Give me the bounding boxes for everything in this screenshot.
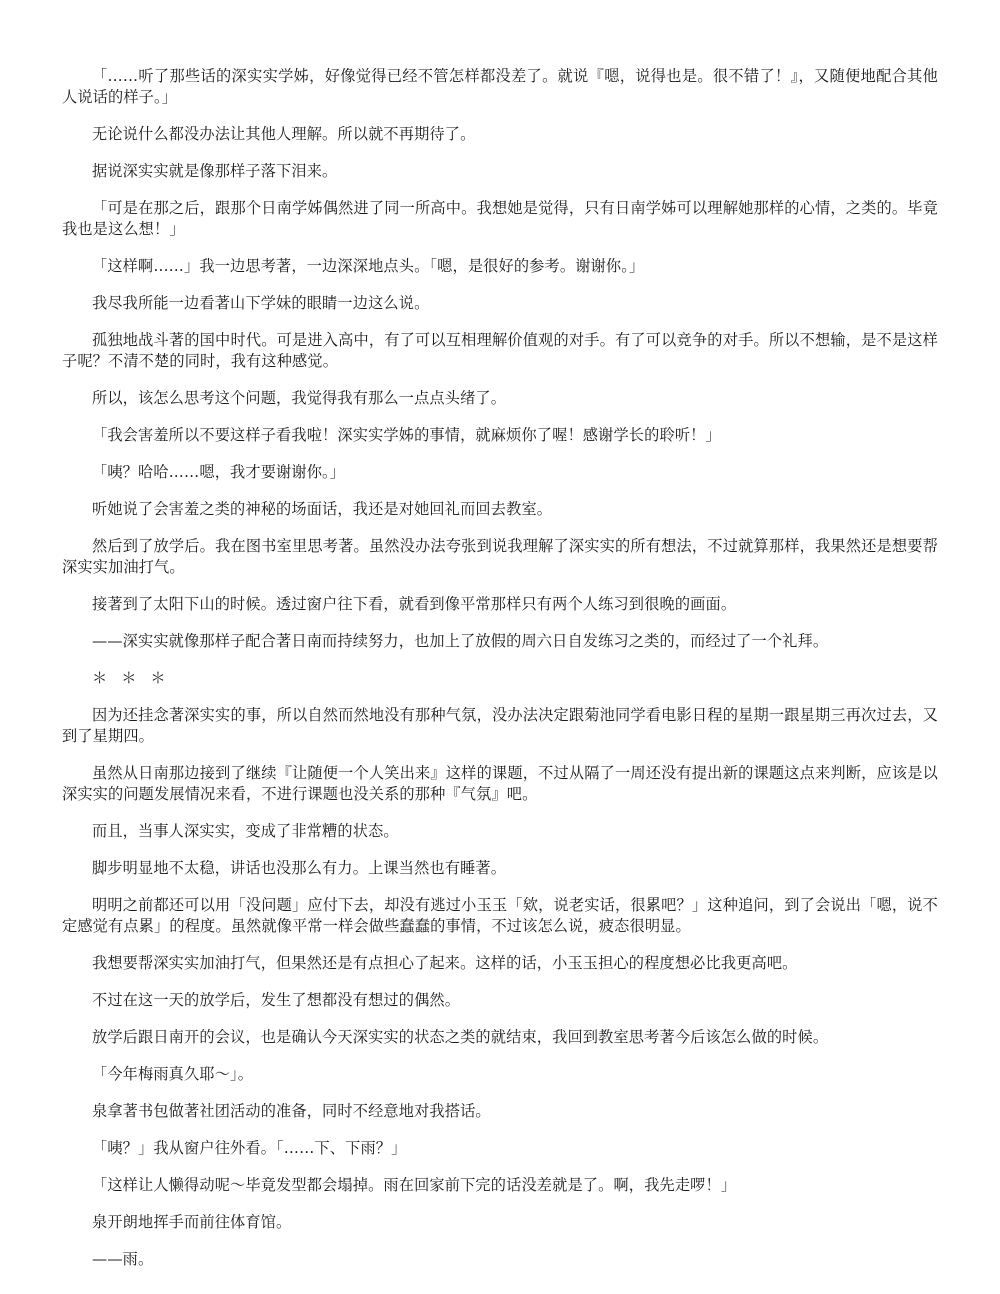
- paragraph: 泉拿著书包做著社团活动的准备，同时不经意地对我搭话。: [92, 1102, 491, 1120]
- paragraph: 「可是在那之后，跟那个日南学姊偶然进了同一所高中。我想她是觉得，只有日南学姊可以理解她那样的心情，之类的。毕竟我也是这么想！」: [62, 199, 938, 238]
- paragraph: 脚步明显地不太稳，讲话也没那么有力。上课当然也有睡著。: [92, 859, 507, 877]
- paragraph: 我想要帮深实实加油打气，但果然还是有点担心了起来。这样的话，小玉玉担心的程度想必比我更高吧。: [92, 954, 798, 972]
- paragraph: 明明之前都还可以用「没问题」应付下去，却没有逃过小玉玉「欸，说老实话，很累吧？」这种追问，到了会说出「嗯，说不定感觉有点累」的程度。虽然就像平常一样会做些蠢蠢的事情，不过该怎么说，疲态很明显。: [62, 896, 938, 935]
- paragraph: 「咦？」我从窗户往外看。「……下、下雨？」: [92, 1139, 407, 1157]
- paragraph: 「……听了那些话的深实实学姊，好像觉得已经不管怎样都没差了。就说『嗯，说得也是。很不错了！』，又随便地配合其他人说话的样子。」: [62, 67, 938, 106]
- paragraph: 虽然从日南那边接到了继续『让随便一个人笑出来』这样的课题，不过从隔了一周还没有提出新的课题这点来判断，应该是以深实实的问题发展情况来看，不进行课题也没关系的那种『气氛』吧。: [62, 764, 938, 803]
- paragraph: 「今年梅雨真久耶～」。: [92, 1065, 254, 1083]
- paragraph: 不过在这一天的放学后，发生了想都没有想过的偶然。: [92, 991, 461, 1009]
- paragraph: 「咦？哈哈……嗯，我才要谢谢你。」: [92, 463, 346, 481]
- paragraph: 然后到了放学后。我在图书室里思考著。虽然没办法夸张到说我理解了深实实的所有想法，不过就算那样，我果然还是想要帮深实实加油打气。: [62, 537, 938, 576]
- paragraph: 而且，当事人深实实，变成了非常糟的状态。: [92, 822, 399, 840]
- paragraph: 因为还挂念著深实实的事，所以自然而然地没有那种气氛，没办法决定跟菊池同学看电影日程的星期一跟星期三再次过去，又到了星期四。: [62, 706, 938, 745]
- paragraph: 放学后跟日南开的会议，也是确认今天深实实的状态之类的就结束，我回到教室思考著今后该怎么做的时候。: [92, 1028, 829, 1046]
- paragraph: 据说深实实就是像那样子落下泪来。: [92, 162, 338, 180]
- paragraph: 我尽我所能一边看著山下学妹的眼睛一边这么说。: [92, 294, 430, 312]
- paragraph: 泉开朗地挥手而前往体育馆。: [92, 1213, 292, 1231]
- paragraph: 接著到了太阳下山的时候。透过窗户往下看，就看到像平常那样只有两个人练习到很晚的画面。: [92, 595, 737, 613]
- paragraph: 「我会害羞所以不要这样子看我啦！深实实学姊的事情，就麻烦你了喔！感谢学长的聆听！」: [92, 426, 721, 444]
- paragraph: 「这样啊……」我一边思考著，一边深深地点头。「嗯，是很好的参考。谢谢你。」: [92, 257, 645, 275]
- scene-break: ＊＊＊: [92, 669, 180, 687]
- paragraph: ——深实实就像那样子配合著日南而持续努力，也加上了放假的周六日自发练习之类的，而经过了一个礼拜。: [92, 632, 829, 650]
- paragraph: 「这样让人懒得动呢～毕竟发型都会塌掉。雨在回家前下完的话没差就是了。啊，我先走啰！」: [92, 1176, 737, 1194]
- paragraph: 听她说了会害羞之类的神秘的场面话，我还是对她回礼而回去教室。: [92, 500, 553, 518]
- paragraph: ——雨。: [92, 1250, 154, 1268]
- paragraph: 孤独地战斗著的国中时代。可是进入高中，有了可以互相理解价值观的对手。有了可以竞争的对手。所以不想输，是不是这样子呢？不清不楚的同时，我有这种感觉。: [62, 331, 938, 370]
- paragraph: 无论说什么都没办法让其他人理解。所以就不再期待了。: [92, 125, 476, 143]
- paragraph: 所以，该怎么思考这个问题，我觉得我有那么一点点头绪了。: [92, 389, 507, 407]
